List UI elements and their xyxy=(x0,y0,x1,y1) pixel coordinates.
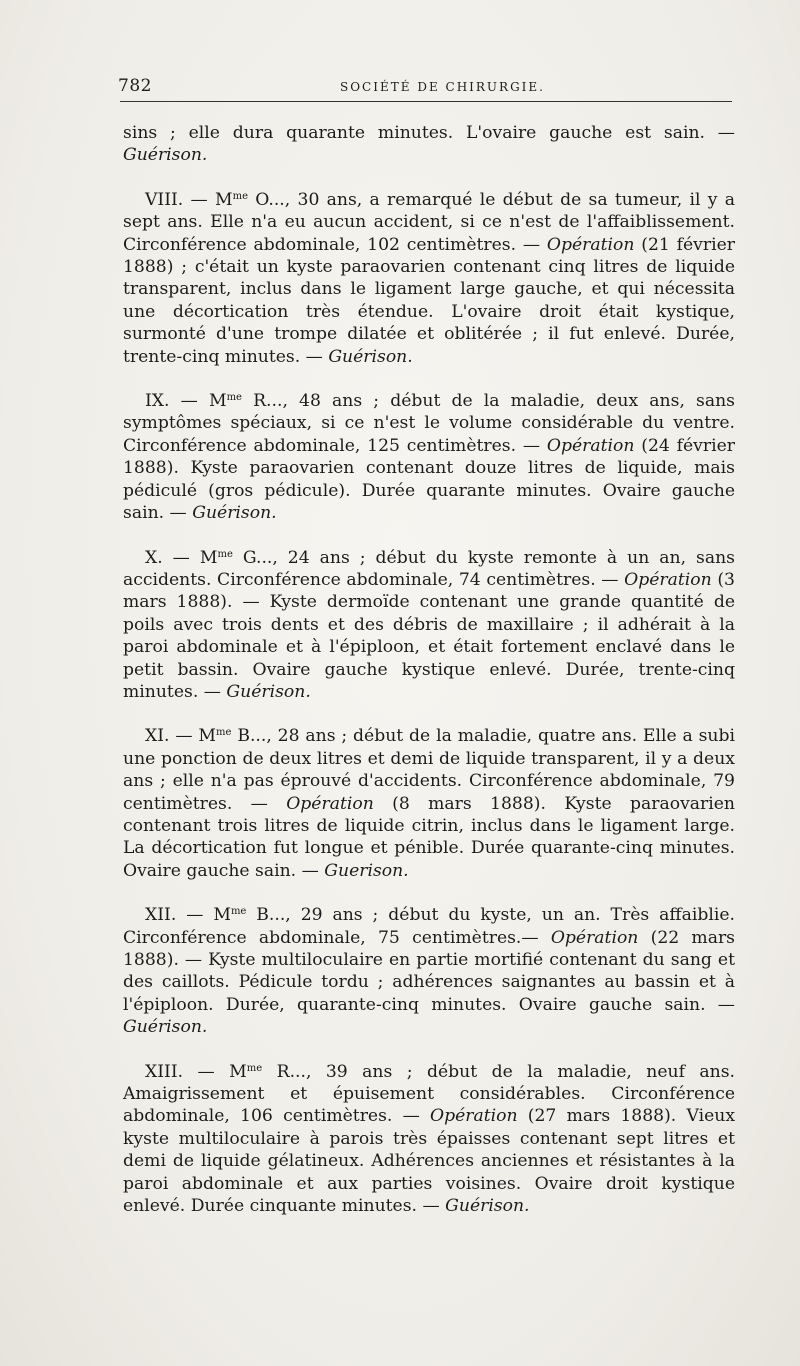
case-title: M xyxy=(213,905,231,926)
header-rule xyxy=(120,101,732,102)
case-title: M xyxy=(199,547,218,568)
case-title: M xyxy=(229,1061,247,1082)
case-title: M xyxy=(198,726,217,747)
outcome-text: Guérison. xyxy=(328,346,413,367)
case-title-sup: me xyxy=(217,548,233,560)
paragraph-body-2: (21 février 1888) ; c'était un kyste paraovarien contenant cinq litres de liquide transparent, inclus dans le ligament large gauche, et qui nécessita une décortication très étendue. L'ovaire droit était kystique, surmonté d'une trompe dilatée et oblitérée ; il fut enlevé. Durée, trente-cinq minutes. — xyxy=(123,234,735,367)
paragraph-case-xii: XII. — $M^{me}$ B..., 29 ans ; début du kyste, un an. Très affaiblie. Circonférence abdominale, 75 centimètres.— Opération (22 mars 1888). — Kyste multiloculaire en partie mortifié contenant du sang et des caillots. Pédicule tordu ; adhérences saignantes au bassin et à l'épiploon. Durée, quarante-cinq minutes. Ovaire gauche sain. — Guérison. xyxy=(123,905,736,1038)
body-text xyxy=(123,122,735,1217)
case-number: IX. xyxy=(145,391,170,412)
paragraph-body: R..., 39 ans ; début de la maladie, neuf ans. Amaigrissement et épuisement considérables. Circonférence abdominale, 106 centimètres. — xyxy=(123,1061,735,1127)
operation-text: Opération xyxy=(546,435,635,456)
paragraph-body: B..., 28 ans ; début de la maladie, quatre ans. Elle a subi une ponction de deux litres et demi de liquide transparent, il y a deux ans ; elle n'a pas éprouvé d'accidents. Circonférence abdominale, 79 centimètres. — xyxy=(123,726,735,814)
outcome-text: Guérison. xyxy=(192,503,277,524)
paragraph-body-2: (24 février 1888). Kyste paraovarien contenant douze litres de liquide, mais pédiculé (gros pédicule). Durée quarante minutes. Ovaire gauche sain. — xyxy=(123,435,735,524)
paragraph-case-ix: IX. — $M^{me}$ R..., 48 ans ; début de la maladie, deux ans, sans symptômes spéciaux, si ce n'est le volume considérable du ventre. Circonférence abdominale, 125 centimètres. — Opération (24 février 1888). Kyste paraovarien contenant douze litres de liquide, mais pédiculé (gros pédicule). Durée quarante minutes. Ovaire gauche sain. — Guérison. xyxy=(123,391,735,524)
paragraph-body: O..., 30 ans, a remarqué le début de sa tumeur, il y a sept ans. Elle n'a eu aucun accident, si ce n'est de l'affaiblissement. Circonférence abdominale, 102 centimètres. — xyxy=(123,189,735,255)
operation-text: Opération xyxy=(430,1106,518,1127)
case-title-sup: me xyxy=(216,727,232,739)
paragraph-body: sins ; elle dura quarante minutes. L'ovaire gauche est sain. — xyxy=(123,123,735,143)
case-title: M xyxy=(215,189,233,210)
outcome-text: Guérison. xyxy=(226,681,311,702)
running-title: SOCIÉTÉ DE CHIRURGIE. xyxy=(340,80,545,94)
paragraph-body-2: (3 mars 1888). — Kyste dermoïde contenant une grande quantité de poils avec trois dents et des débris de maxillaire ; il adhérait à la paroi abdominale et à l'épiploon, et était fortement enclavé dans le petit bassin. Ovaire gauche kystique enlevé. Durée, trente-cinq minutes. — xyxy=(123,569,735,702)
outcome-text: Guérison. xyxy=(123,1017,208,1038)
paragraph-case-xiii: XIII. — $M^{me}$ R..., 39 ans ; début de la maladie, neuf ans. Amaigrissement et épuisement considérables. Circonférence abdominale, 106 centimètres. — Opération (27 mars 1888). Vieux kyste multiloculaire à parois très épaisses contenant sept litres et demi de liquide gélatineux. Adhérences anciennes et résistantes à la paroi abdominale et aux parties voisines. Ovaire droit kystique enlevé. Durée cinquante minutes. — Guérison. xyxy=(123,1061,736,1217)
case-title-sup: me xyxy=(232,190,249,202)
outcome-text: Guerison. xyxy=(324,860,409,881)
paragraph-body: R..., 48 ans ; début de la maladie, deux ans, sans symptômes spéciaux, si ce n'est le volume considérable du ventre. Circonférence abdominale, 125 centimètres. — xyxy=(123,391,735,456)
case-number: VIII. xyxy=(145,189,184,210)
paragraph-body-2: (8 mars 1888). Kyste paraovarien contenant trois litres de liquide citrin, inclus dans le ligament large. La décortication fut longue et pénible. Durée quarante-cinq minutes. Ovaire gauche sain. — xyxy=(123,793,735,881)
case-title: M xyxy=(208,391,227,412)
paragraph-case-xi: XI. — $M^{me}$ B..., 28 ans ; début de la maladie, quatre ans. Elle a subi une ponction de deux litres et demi de liquide transparent, il y a deux ans ; elle n'a pas éprouvé d'accidents. Circonférence abdominale, 79 centimètres. — Opération (8 mars 1888). Kyste paraovarien contenant trois litres de liquide citrin, inclus dans le ligament large. La décortication fut longue et pénible. Durée quarante-cinq minutes. Ovaire gauche sain. — Guerison. xyxy=(123,726,735,881)
outcome-text: Guérison. xyxy=(123,145,208,166)
case-number: X. xyxy=(145,547,163,568)
outcome-text: Guérison. xyxy=(445,1196,530,1217)
paragraph-case-x: X. — $M^{me}$ G..., 24 ans ; début du kyste remonte à un an, sans accidents. Circonférence abdominale, 74 centimètres. — Opération (3 mars 1888). — Kyste dermoïde contenant une grande quantité de poils avec trois dents et des débris de maxillaire ; il adhérait à la paroi abdominale et à l'épiploon, et était fortement enclavé dans le petit bassin. Ovaire gauche kystique enlevé. Durée, trente-cinq minutes. — Guérison. xyxy=(123,547,735,702)
case-title-sup: me xyxy=(230,906,247,918)
paragraph-body: B..., 29 ans ; début du kyste, un an. Très affaiblie. Circonférence abdominale, 75 centimètres.— xyxy=(123,905,735,948)
paragraph-body-2: (27 mars 1888). Vieux kyste multiloculaire à parois très épaisses contenant sept litres et demi de liquide gélatineux. Adhérences anciennes et résistantes à la paroi abdominale et aux parties voisines. Ovaire droit kystique enlevé. Durée cinquante minutes. — xyxy=(123,1106,736,1217)
case-number: XII. xyxy=(145,905,177,926)
operation-text: Opération xyxy=(550,927,639,948)
page-header xyxy=(118,74,738,104)
case-title-sup: me xyxy=(246,1062,263,1074)
operation-text: Opération xyxy=(546,234,635,255)
paragraph-continuation xyxy=(123,122,735,167)
case-number: XI. xyxy=(145,726,170,747)
paragraph-case-viii: VIII. — $M^{me}$ O..., 30 ans, a remarqué le début de sa tumeur, il y a sept ans. Elle n'a eu aucun accident, si ce n'est de l'affaiblissement. Circonférence abdominale, 102 centimètres. — Opération (21 février 1888) ; c'était un kyste paraovarien contenant cinq litres de liquide transparent, inclus dans le ligament large gauche, et qui nécessita une décortication très étendue. L'ovaire droit était kystique, surmonté d'une trompe dilatée et oblitérée ; il fut enlevé. Durée, trente-cinq minutes. — Guérison. xyxy=(123,189,735,367)
case-title-sup: me xyxy=(226,392,242,404)
operation-text: Opération xyxy=(624,569,712,590)
case-number: XIII. xyxy=(145,1061,184,1082)
operation-text: Opération xyxy=(286,793,374,814)
page-number: 782 xyxy=(118,76,152,96)
paragraph-body-2: (22 mars 1888). — Kyste multiloculaire en partie mortifié contenant du sang et des caillots. Pédicule tordu ; adhérences saignantes au bassin et à l'épiploon. Durée, quarante-cinq minutes. Ovaire gauche sain. — xyxy=(123,927,736,1015)
paragraph-body: G..., 24 ans ; début du kyste remonte à un an, sans accidents. Circonférence abdominale, 74 centimètres. — xyxy=(123,547,735,590)
